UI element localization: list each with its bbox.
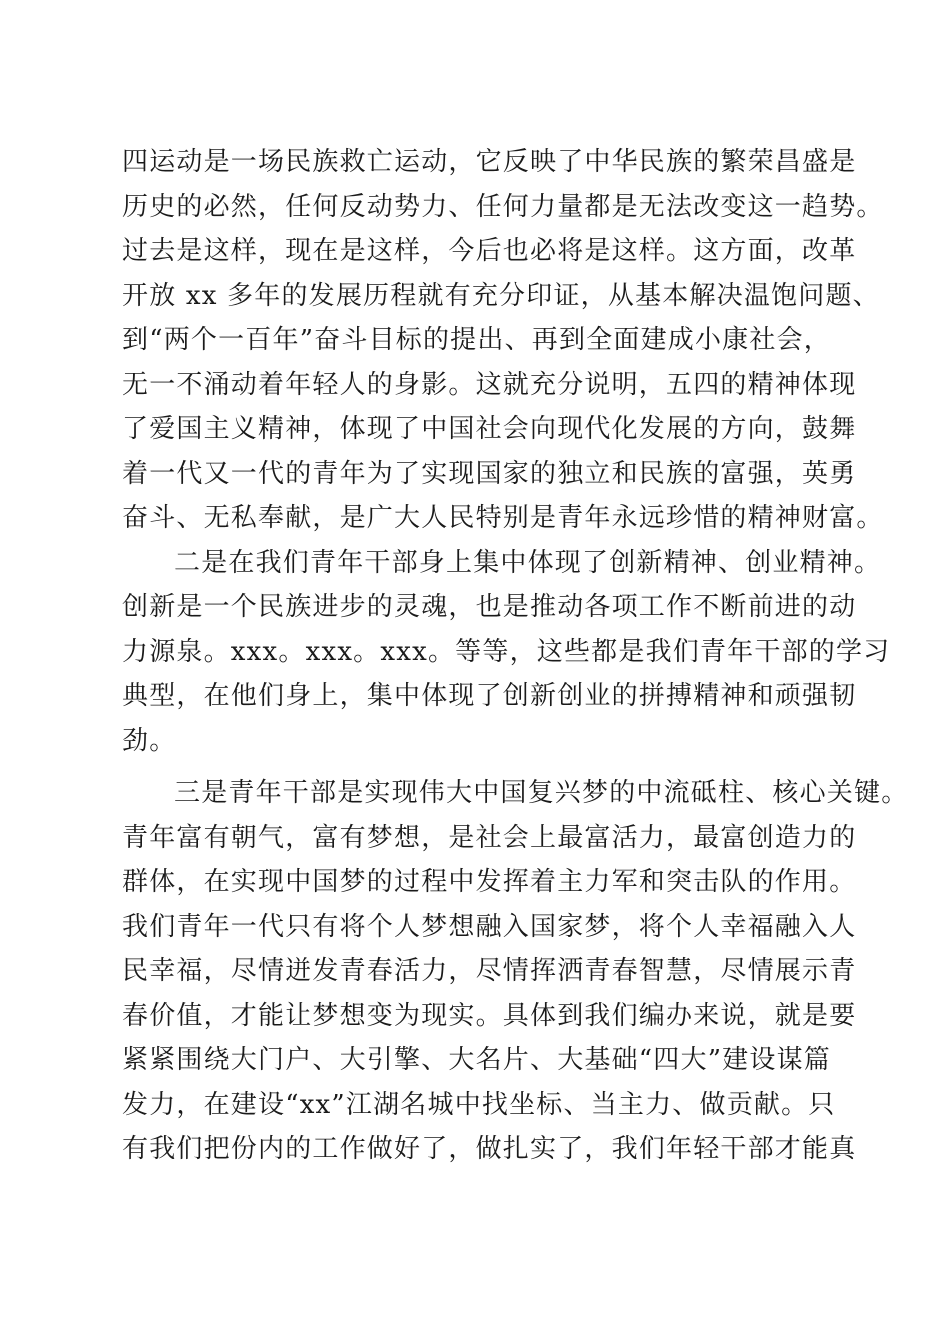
text-line: 历史的必然，任何反动势力、任何力量都是无法改变这一趋势。: [122, 191, 884, 222]
text-line: 开放 xx 多年的发展历程就有充分印证，从基本解决温饱问题、: [122, 280, 880, 311]
text-line: 奋斗、无私奉献，是广大人民特别是青年永远珍惜的精神财富。: [122, 503, 884, 533]
text-line: 典型，在他们身上，集中体现了创新创业的拼搏精神和顽强韧: [122, 681, 857, 711]
text-line: 紧紧围绕大门户、大引擎、大名片、大基础“四大”建设谋篇: [122, 1045, 831, 1075]
paragraph-heading-3: 三是青年干部是实现伟大中国复兴梦的中流砥柱、核心关键。: [174, 778, 909, 808]
text-line: 着一代又一代的青年为了实现国家的独立和民族的富强，英勇: [122, 458, 857, 489]
text-line: 民幸福，尽情迸发青春活力，尽情挥洒青春智慧，尽情展示青: [122, 956, 857, 986]
text-line: 力源泉。xxx。xxx。xxx。等等，这些都是我们青年干部的学习: [122, 636, 891, 667]
text-line: 了爱国主义精神，体现了中国社会向现代化发展的方向，鼓舞: [122, 414, 857, 444]
text-line: 我们青年一代只有将个人梦想融入国家梦，将个人幸福融入人: [122, 911, 857, 942]
text-line: 发力，在建设“xx”江湖名城中找坐标、当主力、做贡献。只: [122, 1089, 836, 1120]
text-line: 青年富有朝气，富有梦想，是社会上最富活力，最富创造力的: [122, 822, 857, 853]
text-line: 劲。: [122, 725, 177, 756]
text-line: 到“两个一百年”奋斗目标的提出、再到全面建成小康社会，: [122, 325, 831, 355]
text-line: 创新是一个民族进步的灵魂，也是推动各项工作不断前进的动: [122, 592, 857, 622]
text-line: 无一不涌动着年轻人的身影。这就充分说明，五四的精神体现: [122, 369, 857, 400]
text-line: 有我们把份内的工作做好了，做扎实了，我们年轻干部才能真: [122, 1134, 857, 1164]
text-line: 春价值，才能让梦想变为现实。具体到我们编办来说，就是要: [122, 1000, 857, 1031]
paragraph-heading-2: 二是在我们青年干部身上集中体现了创新精神、创业精神。: [174, 547, 882, 578]
text-line: 四运动是一场民族救亡运动，它反映了中华民族的繁荣昌盛是: [122, 147, 857, 177]
text-line: 群体，在实现中国梦的过程中发挥着主力军和突击队的作用。: [122, 867, 857, 897]
document-body: [122, 140, 909, 1172]
text-line: 过去是这样，现在是这样，今后也必将是这样。这方面，改革: [122, 236, 857, 266]
